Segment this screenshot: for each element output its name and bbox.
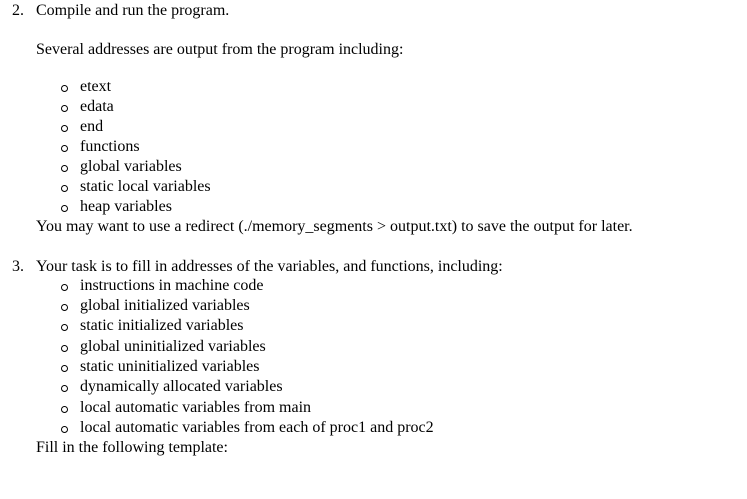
step-2-intro: Several addresses are output from the program including: (36, 41, 404, 58)
list-item-static-initialized: static initialized variables (80, 317, 244, 334)
bullet-icon (61, 385, 68, 392)
step-3-footer: Fill in the following template: (36, 439, 228, 456)
bullet-icon (61, 205, 68, 212)
list-item-global-variables: global variables (80, 158, 182, 175)
list-item-dynamically-allocated: dynamically allocated variables (80, 378, 283, 395)
bullet-icon (61, 365, 68, 372)
step-2-heading: Compile and run the program. (36, 2, 230, 19)
list-item-global-uninitialized: global uninitialized variables (80, 338, 266, 355)
bullet-icon (61, 185, 68, 192)
bullet-icon (61, 145, 68, 152)
list-item-static-local-variables: static local variables (80, 178, 211, 195)
step-2-note: You may want to use a redirect (./memory_segments > output.txt) to save the output for later. (36, 218, 633, 235)
list-item-global-initialized: global initialized variables (80, 297, 250, 314)
list-item-etext: etext (80, 78, 112, 95)
bullet-icon (61, 406, 68, 413)
bullet-icon (61, 324, 68, 331)
bullet-icon (61, 85, 68, 92)
step-2-number: 2. (12, 2, 24, 19)
bullet-icon (61, 125, 68, 132)
list-item-end: end (80, 118, 104, 135)
bullet-icon (61, 345, 68, 352)
list-item-local-automatic-main: local automatic variables from main (80, 399, 312, 416)
bullet-icon (61, 304, 68, 311)
step-3-number: 3. (12, 258, 24, 275)
list-item-functions: functions (80, 138, 140, 155)
bullet-icon (61, 426, 68, 433)
step-3-heading: Your task is to fill in addresses of the variables, and functions, including: (36, 258, 503, 275)
list-item-local-automatic-procs: local automatic variables from each of proc1 and proc2 (80, 419, 434, 436)
list-item-static-uninitialized: static uninitialized variables (80, 358, 260, 375)
bullet-icon (61, 105, 68, 112)
list-item-edata: edata (80, 98, 114, 115)
list-item-instructions: instructions in machine code (80, 277, 264, 294)
list-item-heap-variables: heap variables (80, 198, 172, 215)
bullet-icon (61, 165, 68, 172)
bullet-icon (61, 284, 68, 291)
